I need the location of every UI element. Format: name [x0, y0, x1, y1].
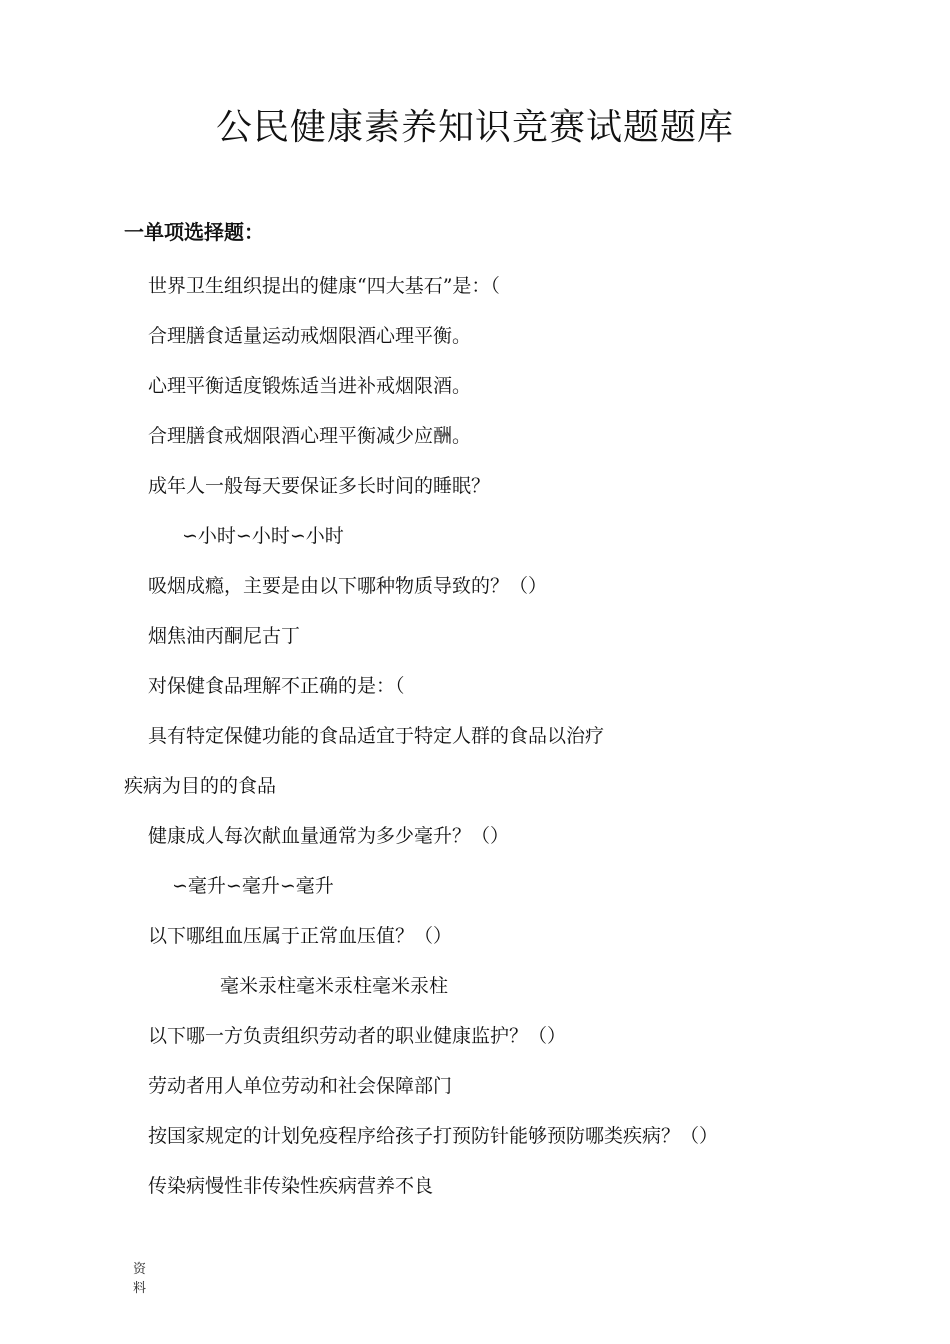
question-3: 吸烟成瘾，主要是由以下哪种物质导致的？（） — [148, 575, 548, 597]
answer-options-2: ∽小时∽小时∽小时 — [182, 525, 344, 547]
question-4: 对保健食品理解不正确的是：（ — [148, 675, 405, 697]
answer-options-1c: 合理膳食戒烟限酒心理平衡减少应酬。 — [148, 425, 472, 447]
question-6: 以下哪组血压属于正常血压值？（） — [148, 925, 453, 947]
answer-options-6: 毫米汞柱毫米汞柱毫米汞柱 — [220, 975, 449, 997]
question-2: 成年人一般每天要保证多长时间的睡眠？ — [148, 475, 491, 497]
question-7: 以下哪一方负责组织劳动者的职业健康监护？（） — [148, 1025, 567, 1047]
footer-mark: 资料 — [133, 1262, 147, 1296]
answer-options-7: 劳动者用人单位劳动和社会保障部门 — [148, 1075, 453, 1097]
answer-options-1b: 心理平衡适度锻炼适当进补戒烟限酒。 — [148, 375, 472, 397]
answer-options-3: 烟焦油丙酮尼古丁 — [148, 625, 301, 647]
answer-options-4a: 具有特定保健功能的食品适宜于特定人群的食品以治疗 — [148, 725, 605, 747]
document-title: 公民健康素养知识竞赛试题题库 — [215, 107, 734, 148]
question-1: 世界卫生组织提出的健康“四大基石”是：（ — [148, 275, 500, 297]
question-5: 健康成人每次献血量通常为多少毫升？（） — [148, 825, 510, 847]
answer-options-8: 传染病慢性非传染性疾病营养不良 — [148, 1175, 434, 1197]
question-8: 按国家规定的计划免疫程序给孩子打预防针能够预防哪类疾病？（） — [148, 1125, 719, 1147]
section-heading: 一单项选择题： — [124, 220, 264, 244]
answer-options-4b: 疾病为目的的食品 — [124, 775, 277, 797]
answer-options-1a: 合理膳食适量运动戒烟限酒心理平衡。 — [148, 325, 472, 347]
answer-options-5: ∽毫升∽毫升∽毫升 — [172, 875, 334, 897]
